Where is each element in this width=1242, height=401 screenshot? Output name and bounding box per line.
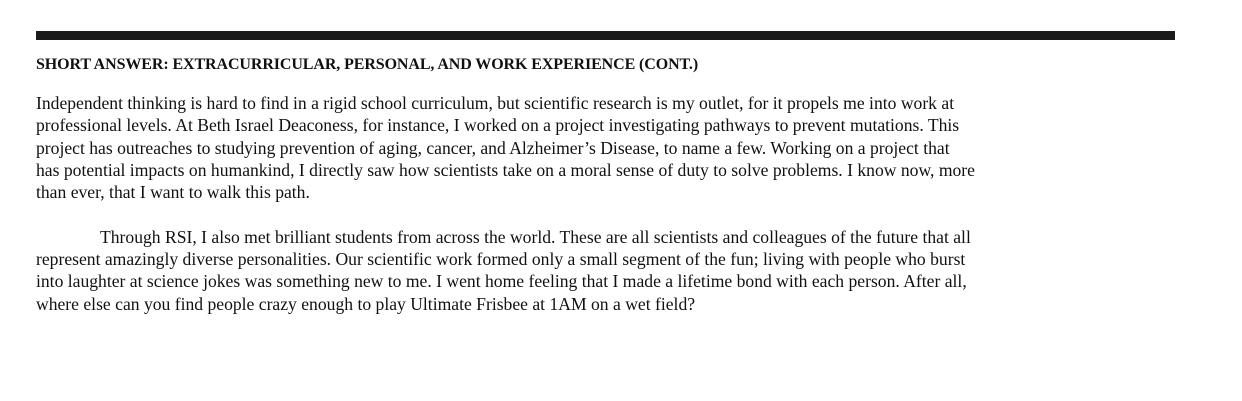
paragraph-1 [36,92,1186,203]
text-line: Independent thinking is hard to find in a rigid school curriculum, but scientific research is my outlet, for it propels me into work at [36,93,955,113]
top-divider-bar [36,31,1175,40]
text-line: into laughter at science jokes was something new to me. I went home feeling that I made a lifetime bond with each person. After all, [36,271,967,292]
text-line: professional levels. At Beth Israel Deaconess, for instance, I worked on a project investigating pathways to prevent mutations. This [36,115,960,136]
essay-body [36,92,1186,315]
text-line: than ever, that I want to walk this path. [36,182,310,203]
paragraph-2 [36,226,1186,315]
section-heading: SHORT ANSWER: EXTRACURRICULAR, PERSONAL, AND WORK EXPERIENCE (CONT.) [36,56,699,73]
text-line: represent amazingly diverse personalities. Our scientific work formed only a small segment of the fun; living with people who burst [36,249,966,270]
text-line: has potential impacts on humankind, I directly saw how scientists take on a moral sense of duty to solve problems. I know now, more [36,159,975,180]
text-line: Through RSI, I also met brilliant students from across the world. These are all scientists and colleagues of the future that all [100,226,971,247]
paragraph-spacer [36,203,1186,225]
text-line: where else can you find people crazy enough to play Ultimate Frisbee at 1AM on a wet field? [36,293,696,314]
text-line: project has outreaches to studying prevention of aging, cancer, and Alzheimer’s Disease, to name a few. Working on a project that [36,137,950,158]
